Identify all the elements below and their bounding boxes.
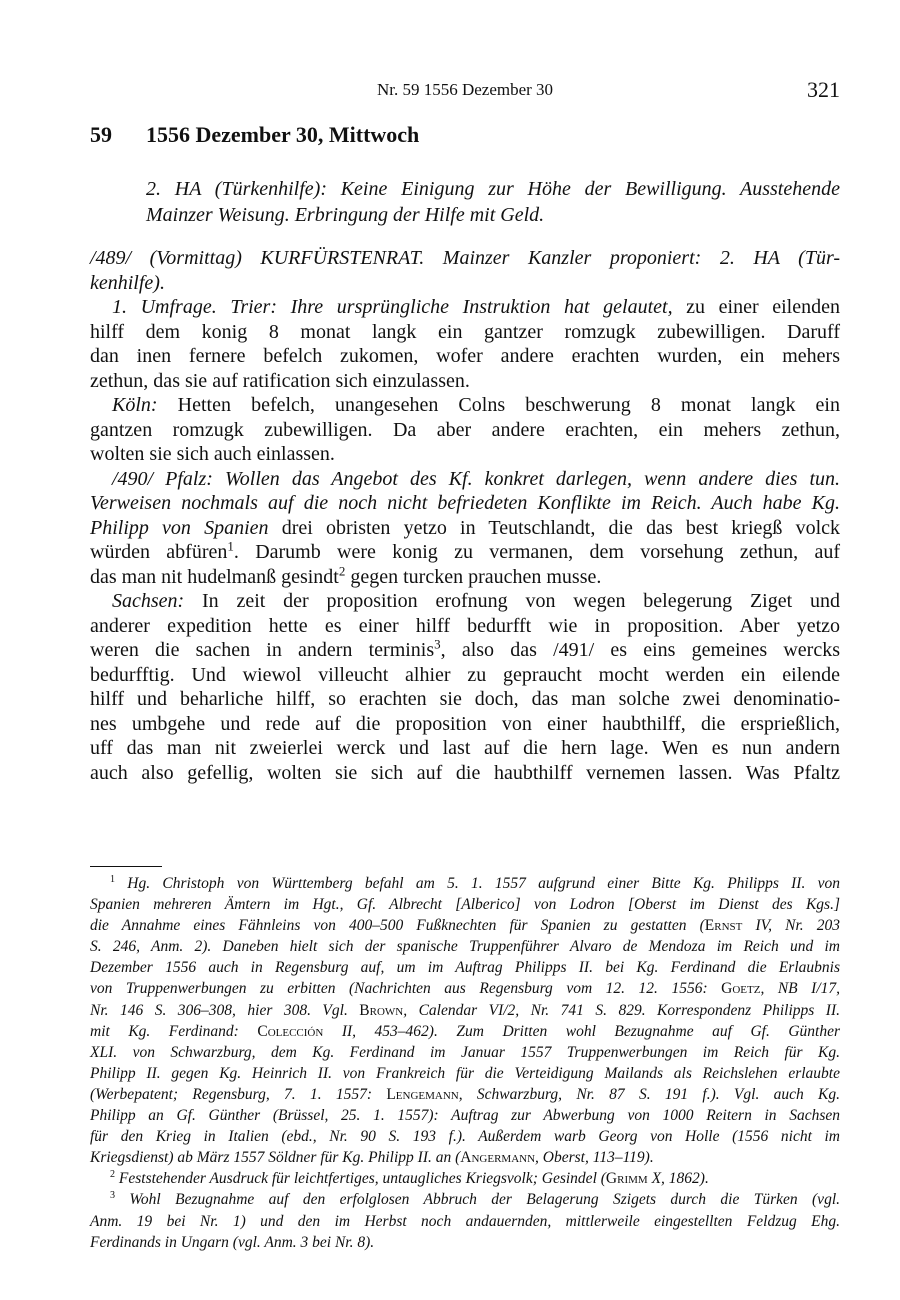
text-segment: Verweisen nochmals auf die noch nicht befriedeten Konflikte im Reich. Auch habe Kg. bbox=[90, 492, 840, 514]
author-name: Brown bbox=[359, 1001, 404, 1019]
footnotes-line bbox=[90, 1211, 840, 1232]
footnotes-line bbox=[90, 1105, 840, 1126]
body-line bbox=[90, 344, 840, 369]
body-line bbox=[90, 712, 840, 737]
author-name: Grimm bbox=[605, 1170, 648, 1188]
regest-line bbox=[146, 176, 840, 202]
body-line bbox=[90, 516, 840, 541]
text-segment: Hg. Christoph von Württemberg befahl am 5. 1. 1557 aufgrund einer Bitte Kg. Philipps II. von bbox=[115, 875, 840, 892]
text-segment: Köln: bbox=[112, 394, 158, 416]
body-line bbox=[90, 320, 840, 345]
footnotes-line bbox=[90, 1063, 840, 1084]
footnotes-line bbox=[90, 873, 840, 894]
text-segment: , Calendar VI/2, Nr. 741 S. 829. Korrespondenz Philipps II. bbox=[403, 1001, 840, 1019]
body-line bbox=[90, 614, 840, 639]
text-segment: Spanien mehreren Ämtern im Hgt., Gf. Albrecht [Alberico] von Lodron [Oberst im Dienst des Kgs.] bbox=[90, 896, 840, 914]
footnotes-line bbox=[90, 957, 840, 978]
footnotes-line bbox=[90, 1126, 840, 1147]
text-segment: würden abfüren bbox=[90, 541, 228, 563]
text-segment: Mainzer Weisung. Erbringung der Hilfe mit Geld. bbox=[146, 204, 545, 226]
text-segment: anderer expedition hette es einer hilff bedurfft wie in proposition. Aber yetzo bbox=[90, 614, 840, 637]
text-segment: zethun, das sie auf ratification sich einzulassen. bbox=[90, 369, 470, 392]
footnotes-line bbox=[90, 1168, 840, 1189]
body-line bbox=[90, 369, 840, 394]
document-title bbox=[90, 122, 419, 148]
footnote-marker: 2 bbox=[110, 1169, 116, 1181]
body-line bbox=[90, 271, 840, 296]
text-segment: auch also gefellig, wolten sie sich auf die haubthilff vernemen lassen. Was Pfaltz bbox=[90, 761, 840, 784]
text-segment: die Annahme eines Fähnleins von 400–500 Fußknechten für Spanien zu gestatten ( bbox=[90, 917, 705, 935]
text-segment: Feststehender Ausdruck für leichtfertiges, untaugliches Kriegsvolk; Gesindel ( bbox=[115, 1170, 606, 1188]
footnotes-line bbox=[90, 1042, 840, 1063]
footnotes-line bbox=[90, 1000, 840, 1021]
text-segment: für den Krieg in Italien (ebd., Nr. 90 S. 193 f.). Außerdem warb Georg von Holle (1556 nicht im bbox=[90, 1128, 840, 1146]
footnotes-line bbox=[90, 894, 840, 915]
text-segment: uff das man nit zweierlei werck und last auf die hern lage. Wen es nun andern bbox=[90, 737, 840, 759]
text-segment: Ferdinands in Ungarn (vgl. Anm. 3 bei Nr. 8). bbox=[90, 1233, 375, 1251]
author-name: Ernst bbox=[704, 917, 743, 935]
text-segment: gantzen romzugk zubewilligen. Da aber andere erachten, ein mehers zethun, bbox=[90, 418, 840, 441]
text-segment: Dezember 1556 auch in Regensburg auf, um im Auftrag Philipps II. bei Kg. Ferdinand die Erlaubnis bbox=[90, 959, 840, 977]
body-line bbox=[90, 589, 840, 614]
footnotes-line bbox=[90, 1232, 840, 1253]
running-header: Nr. 59 1556 Dezember 30 bbox=[376, 80, 554, 99]
footnotes-line bbox=[90, 936, 840, 957]
footnotes bbox=[90, 873, 840, 1253]
author-name: Colección bbox=[257, 1022, 324, 1040]
author-name: Angermann bbox=[460, 1149, 536, 1167]
footnotes-line bbox=[90, 1021, 840, 1042]
body-line bbox=[90, 736, 840, 761]
text-segment: /490/ Pfalz: Wollen das Angebot des Kf. konkret darlegen, wenn andere dies tun. bbox=[112, 467, 840, 490]
text-segment: S. 246, Anm. 2). Daneben hielt sich der spanische Truppenführer Alvaro de Mendoza im Reich und im bbox=[90, 938, 840, 956]
regest-line bbox=[146, 202, 840, 228]
text-segment: Kriegsdienst) ab März 1557 Söldner für Kg. Philipp II. an ( bbox=[90, 1149, 461, 1167]
text-segment: Hetten befelch, unangesehen Colns beschwerung 8 monat langk ein bbox=[157, 394, 840, 416]
footnote-marker: 3 bbox=[434, 636, 441, 652]
document-date: 1556 Dezember 30, Mittwoch bbox=[146, 122, 420, 147]
footnotes-line bbox=[90, 1084, 840, 1105]
text-segment: hilff dem konig 8 monat langk ein gantzer romzugk zubewilligen. Daruff bbox=[90, 320, 840, 343]
text-segment: In zeit der proposition erofnung von wegen belegerung Ziget und bbox=[184, 590, 840, 612]
body-line bbox=[90, 540, 840, 565]
text-segment: gegen turcken prauchen musse. bbox=[345, 565, 602, 588]
body-line bbox=[90, 393, 840, 418]
footnotes-line bbox=[90, 978, 840, 999]
text-segment: , also das /491/ es eins gemeines wercks bbox=[440, 639, 840, 661]
text-segment: drei obristen yetzo in Teutschlandt, die das best kriegß volck bbox=[268, 516, 841, 539]
text-segment: mit Kg. Ferdinand: bbox=[90, 1022, 258, 1040]
body-line bbox=[90, 761, 840, 786]
footnote-divider bbox=[90, 866, 162, 867]
text-segment: Philipp von Spanien bbox=[90, 516, 269, 539]
document-number: 59 bbox=[90, 122, 112, 147]
page-number: 321 bbox=[807, 77, 840, 102]
regest-summary bbox=[146, 176, 840, 228]
text-segment: , Schwarzburg, Nr. 87 S. 191 f.). Vgl. auch Kg. bbox=[458, 1085, 840, 1103]
text-segment: Philipp II. gegen Kg. Heinrich II. von Frankreich für die Verteidigung Mailands als Reichslehen erlaubte bbox=[90, 1064, 840, 1082]
text-segment: kenhilfe). bbox=[90, 271, 165, 294]
footnote-marker: 1 bbox=[110, 873, 116, 885]
footnote-marker: 1 bbox=[227, 538, 234, 554]
text-segment: 1. Umfrage. Trier: Ihre ursprüngliche Instruktion hat gelautet, bbox=[112, 296, 673, 318]
text-segment: das man nit hudelmanß gesindt bbox=[90, 565, 339, 588]
text-segment: . Darumb were konig zu vermanen, dem vorsehung zethun, auf bbox=[233, 541, 840, 563]
author-name: Goetz bbox=[721, 980, 761, 998]
text-segment: (Werbepatent; Regensburg, 7. 1. 1557: bbox=[90, 1085, 387, 1103]
author-name: Lengemann bbox=[386, 1085, 459, 1103]
text-segment: hilff und beharliche hilff, so erachten sie doch, das man solche zwei denominatio- bbox=[90, 688, 840, 710]
text-segment: von Truppenwerbungen zu erbitten (Nachrichten aus Regensburg vom 12. 12. 1556: bbox=[90, 980, 722, 998]
text-segment: dan inen fernere befelch zukomen, wofer andere erachten wurden, ein mehers bbox=[90, 345, 840, 367]
text-segment: bedurfftig. Und wiewol villeucht alhier zu gepraucht mocht werden ein eilende bbox=[90, 663, 840, 686]
footnotes-line bbox=[90, 1189, 840, 1210]
text-segment: 2. HA (Türkenhilfe): Keine Einigung zur Höhe der Bewilligung. Ausstehende bbox=[146, 178, 840, 200]
body-line bbox=[90, 246, 840, 271]
text-segment: zu einer eilenden bbox=[672, 296, 840, 318]
body-line bbox=[90, 638, 840, 663]
body-line bbox=[90, 442, 840, 467]
text-segment: XLI. von Schwarzburg, dem Kg. Ferdinand im Januar 1557 Truppenwerbungen im Reich für Kg. bbox=[90, 1043, 840, 1061]
text-segment: Nr. 146 S. 306–308, hier 308. Vgl. bbox=[90, 1001, 360, 1019]
text-segment: II, 453–462). Zum Dritten wohl Bezugnahme auf Gf. Günther bbox=[323, 1022, 841, 1040]
footnotes-line bbox=[90, 1147, 840, 1168]
body-text bbox=[90, 246, 840, 785]
text-segment: wolten sie sich auch einlassen. bbox=[90, 443, 335, 465]
body-line bbox=[90, 663, 840, 688]
footnote-marker: 3 bbox=[110, 1190, 116, 1202]
body-line bbox=[90, 295, 840, 320]
body-line bbox=[90, 491, 840, 516]
body-line bbox=[90, 687, 840, 712]
text-segment: X, 1862). bbox=[647, 1170, 709, 1188]
text-segment: Wohl Bezugnahme auf den erfolglosen Abbruch der Belagerung Szigets durch die Türken (vgl. bbox=[115, 1191, 840, 1209]
body-line bbox=[90, 562, 840, 590]
body-line bbox=[90, 467, 840, 492]
text-segment: Philipp an Gf. Günther (Brüssel, 25. 1. 1557): Auftrag zur Abwerbung von 1000 Reitern in Sachsen bbox=[90, 1107, 840, 1125]
text-segment: , Oberst, 113–119). bbox=[535, 1149, 654, 1167]
text-segment: /489/ (Vormittag) KURFÜRSTENRAT. Mainzer Kanzler proponiert: 2. HA (Tür- bbox=[90, 247, 840, 269]
footnote-marker: 2 bbox=[338, 562, 346, 578]
text-segment: Sachsen: bbox=[112, 590, 185, 612]
body-line bbox=[90, 418, 840, 443]
text-segment: nes umbgehe und rede auf die proposition von einer haubthilff, die ersprießlich, bbox=[90, 712, 840, 735]
text-segment: Anm. 19 bei Nr. 1) und den im Herbst noch andauernden, mittlerweile eingestellten Feldzug Ehg. bbox=[90, 1212, 840, 1230]
text-segment: weren die sachen in andern terminis bbox=[90, 639, 435, 661]
footnotes-line bbox=[90, 915, 840, 936]
text-segment: , NB I/17, bbox=[760, 980, 840, 998]
text-segment: IV, Nr. 203 bbox=[742, 917, 840, 935]
